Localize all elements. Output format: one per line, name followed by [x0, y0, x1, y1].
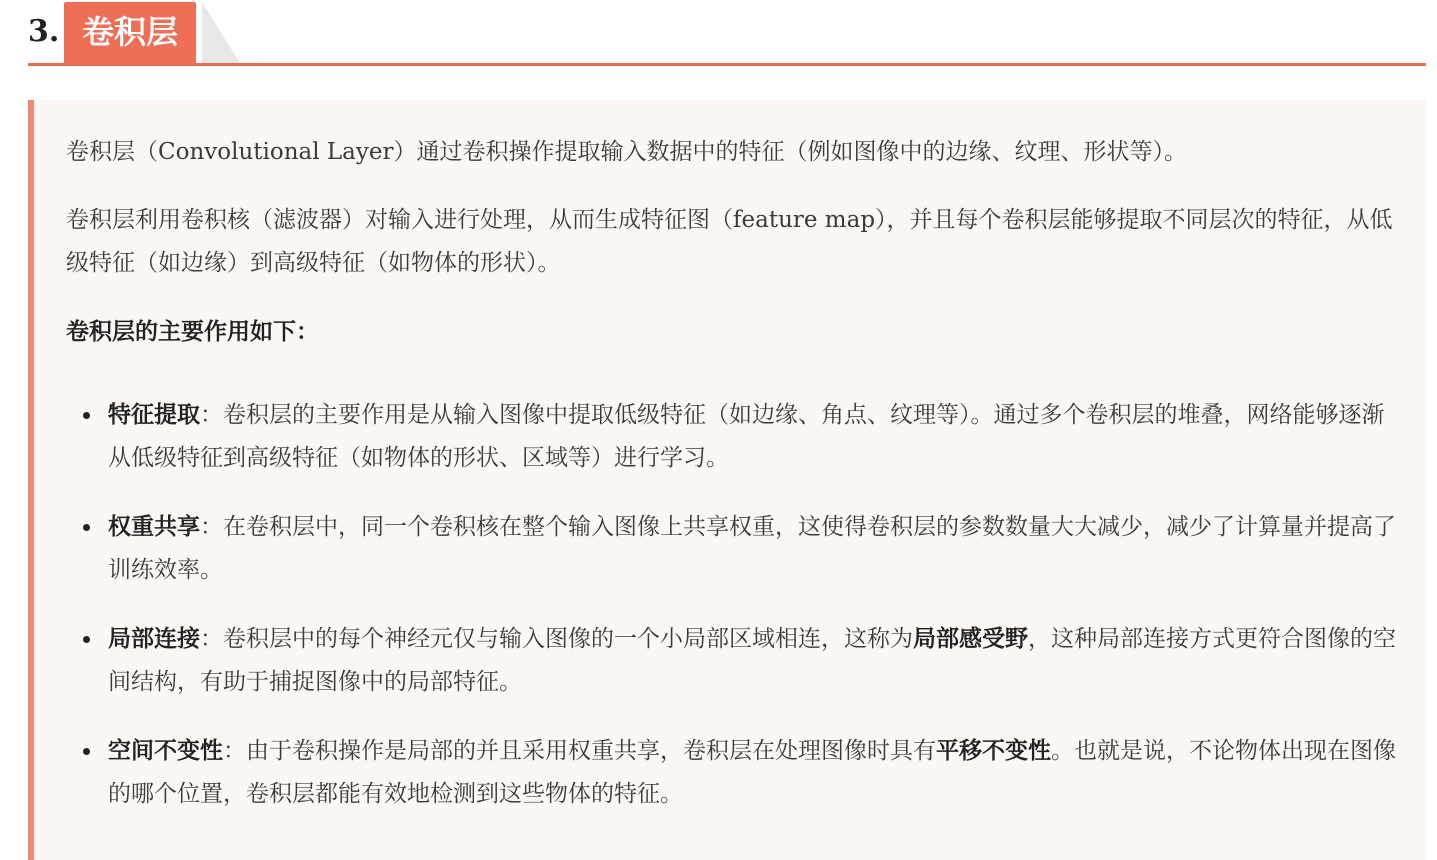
item-text: 卷积层中的每个神经元仅与输入图像的一个小局部区域相连，这称为 [223, 626, 913, 652]
item-text-continued: ，这种局部连接方式更符合图像的空间结构，有助于捕捉图像中的局部特征。 [108, 626, 1396, 695]
item-separator: ： [200, 626, 223, 652]
item-emphasis: 局部感受野 [913, 626, 1028, 652]
item-term: 局部连接 [108, 626, 200, 652]
bullet-dot [83, 524, 90, 531]
item-separator: ： [223, 738, 246, 764]
list-item-spatial-invariance [66, 730, 1396, 842]
item-emphasis: 平移不变性 [936, 738, 1051, 764]
section-number: 3. [28, 14, 60, 49]
list-item-feature-extraction [66, 394, 1396, 506]
item-separator: ： [200, 402, 223, 428]
section-title: 卷积层 [64, 2, 196, 63]
bullet-dot [83, 412, 90, 419]
list-item-weight-sharing [66, 506, 1396, 618]
intro-paragraph-2: 卷积层利用卷积核（滤波器）对输入进行处理，从而生成特征图（feature map），并且每个卷积层能够提取不同层次的特征，从低级特征（如边缘）到高级特征（如物体的形状）。 [66, 207, 1393, 276]
item-text: 卷积层的主要作用是从输入图像中提取低级特征（如边缘、角点、纹理等）。通过多个卷积层的堆叠，网络能够逐渐从低级特征到高级特征（如物体的形状、区域等）进行学习。 [108, 402, 1385, 471]
feature-list [66, 394, 1396, 842]
summary-heading: 卷积层的主要作用如下： [66, 319, 319, 345]
item-term: 特征提取 [108, 402, 200, 428]
title-tab-fold [202, 2, 240, 63]
item-separator: ： [200, 514, 223, 540]
item-text: 在卷积层中，同一个卷积核在整个输入图像上共享权重，这使得卷积层的参数数量大大减少，减少了计算量并提高了训练效率。 [108, 514, 1396, 583]
list-item-local-connection [66, 618, 1396, 730]
item-text: 由于卷积操作是局部的并且采用权重共享，卷积层在处理图像时具有 [246, 738, 936, 764]
content-callout [28, 100, 1426, 860]
item-term: 空间不变性 [108, 738, 223, 764]
intro-paragraph-1: 卷积层（Convolutional Layer）通过卷积操作提取输入数据中的特征（例如图像中的边缘、纹理、形状等）。 [66, 139, 1187, 165]
bullet-dot [83, 636, 90, 643]
bullet-dot [83, 748, 90, 755]
item-text-continued: 。也就是说，不论物体出现在图像的哪个位置，卷积层都能有效地检测到这些物体的特征。 [108, 738, 1396, 807]
section-heading [28, 0, 1426, 66]
item-term: 权重共享 [108, 514, 200, 540]
